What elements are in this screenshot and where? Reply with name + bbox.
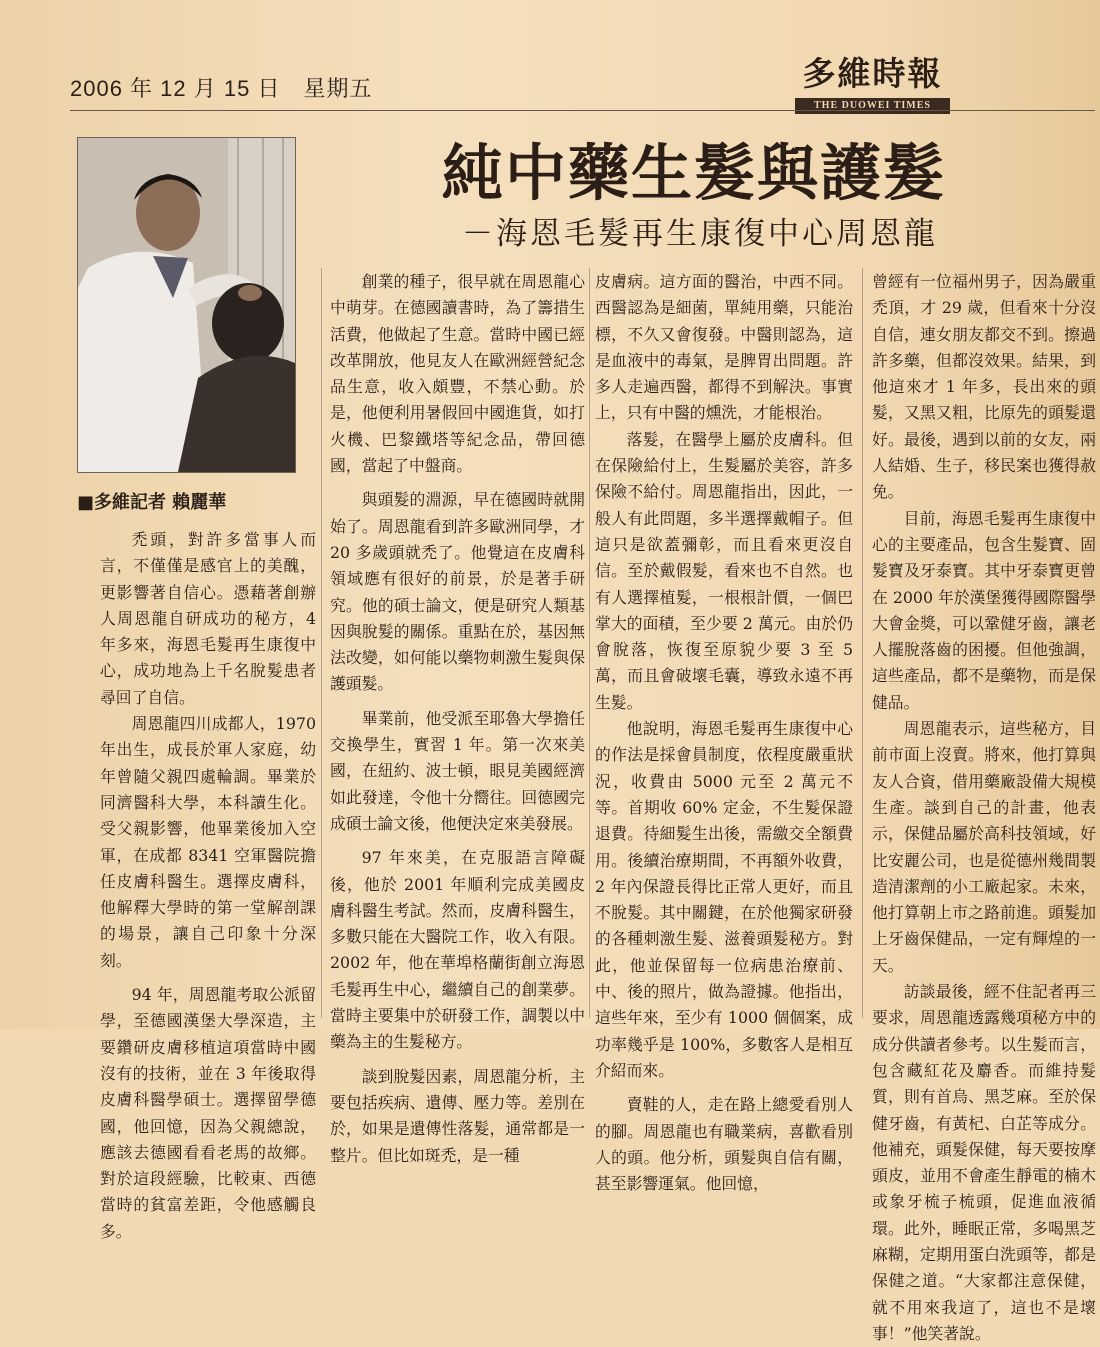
paragraph: 畢業前，他受派至耶魯大學擔任交換學生，實習 1 年。第一次來美國，在紐約、波士頓，眼見美國經濟如此發達，令他十分嚮往。回德國完成碩士論文後，他便決定來美發展。 xyxy=(330,708,585,833)
column-divider xyxy=(862,268,863,1018)
article-column-3 xyxy=(595,269,853,1197)
paragraph: 創業的種子，很早就在周恩龍心中萌芽。在德國讀書時，為了籌措生活費，他做起了生意。當時中國已經改革開放，他見友人在歐洲經營紀念品生意，收入頗豐，不禁心動。於是，他便利用暑假回中國進貨，如打火機、巴黎鐵塔等紀念品，帶回德國，當起了中盤商。 xyxy=(330,272,585,476)
masthead xyxy=(795,54,950,114)
paragraph: 周恩龍四川成都人，1970 年出生，成長於軍人家庭，幼年曾隨父親四處輪調。畢業於同濟醫科大學，本科讀生化。受父親影響，他畢業後加入空軍，在成都 8341 空軍醫院擔任皮膚科醫生。選擇皮膚科，他解釋大學時的第一堂解剖課的場景，讓自己印象十分深刻。 xyxy=(100,714,316,970)
article-column-4 xyxy=(872,269,1096,1347)
byline: ■多維記者 賴麗華 xyxy=(77,492,227,513)
issue-date: 2006 年 12 月 15 日 星期五 xyxy=(70,76,373,101)
paragraph: 落髮，在醫學上屬於皮膚科。但在保險給付上，生髮屬於美容，許多保險不給付。周恩龍指出，因此，一般人有此問題，多半選擇戴帽子。但這只是欲蓋彌彰，而且看來更沒自信。至於戴假髮，看來也不自然。也有人選擇植髮，一根根計價，一個巴掌大的面積，至少要 2 萬元。由於仍會脫落，恢復至原貌少要 3 至 5 萬，而且會破壞毛囊，導致永遠不再生髮。 xyxy=(595,429,853,712)
header-rule xyxy=(70,110,1095,111)
masthead-title: 多維時報 xyxy=(802,54,943,93)
paragraph: 94 年，周恩龍考取公派留學，至德國漢堡大學深造，主要鑽研皮膚移植這項當時中國沒有的技術，並在 3 年後取得皮膚科醫學碩士。選擇留學德國，他回憶，因為父親總說，應該去德國看看老馬的故鄉。對於這段經驗，比較東、西德當時的貧富差距，令他感觸良多。 xyxy=(100,985,316,1241)
paragraph: 禿頭，對許多當事人而言，不僅僅是感官上的美醜，更影響著自信心。憑藉著創辦人周恩龍自研成功的秘方，4 年多來，海恩毛髮再生康復中心，成功地為上千名脫髮患者尋回了自信。 xyxy=(100,530,316,707)
paragraph: 談到脫髮因素，周恩龍分析，主要包括疾病、遺傳、壓力等。差別在於，如果是遺傳性落髮，通常都是一整片。但比如斑禿，是一種 xyxy=(330,1066,585,1165)
column-divider xyxy=(589,268,590,1018)
article-photo xyxy=(77,137,296,473)
subheadline: －海恩毛髮再生康復中心周恩龍 xyxy=(462,216,938,252)
paragraph: 目前，海恩毛髮再生康復中心的主要產品，包含生髮寶、固髮寶及牙泰寶。其中牙泰寶更曾在 2000 年於漢堡獲得國際醫學大會金獎，可以鞏健牙齒，讓老人擺脫落齒的困擾。但他強調，這些產品，都不是藥物，而是保健品。 xyxy=(872,508,1097,712)
article-column-2 xyxy=(330,269,585,1169)
paragraph: 與頭髮的淵源，早在德國時就開始了。周恩龍看到許多歐洲同學，才 20 多歲頭就禿了。他覺這在皮膚科領域應有很好的前景，於是著手研究。他的碩士論文，便是研究人類基因與脫髮的關係。重點在於，基因無法改變，如何能以藥物刺激生髮與保護頭髮。 xyxy=(330,490,585,694)
paragraph: 皮膚病。這方面的醫治，中西不同。西醫認為是細菌，單純用藥，只能治標，不久又會復發。中醫則認為，這是血液中的毒氣，是脾胃出問題。許多人走遍西醫，都得不到解決。事實上，只有中醫的燻洗，才能根治。 xyxy=(595,272,853,423)
column-divider xyxy=(321,268,322,1018)
paragraph: 訪談最後，經不住記者再三要求，周恩龍透露幾項秘方中的成分供讀者參考。以生髮而言，包含藏紅花及麝香。而維持髮質，則有首烏、黑芝麻。至於保健牙齒，有黃杞、白芷等成分。他補充，頭髮保健，每天要按摩頭皮，並用不會產生靜電的楠木或象牙梳子梳頭，促進血液循環。此外，睡眠正常，多喝黑芝麻糊，定期用蛋白洗頭等，都是保健之道。“大家都注意保健，就不用來我這了，這也不是壞事！”他笑著說。 xyxy=(872,982,1096,1343)
paragraph: 他說明，海恩毛髮再生康復中心的作法是採會員制度，依程度嚴重狀況，收費由 5000 元至 2 萬元不等。首期收 60% 定金，不生髮保證退費。待細髮生出後，需繳交全額費用。後續治療期間，不再額外收費，2 年內保證長得比正常人更好，而且不脫髮。其中關鍵，在於他獨家研發的各種刺激生髮、滋養頭髮秘方。對此，他並保留每一位病患治療前、中、後的照片，做為證據。他指出，這些年來，至少有 1000 個個案，成功率幾乎是 100%，多數客人是相互介紹而來。 xyxy=(595,719,853,1080)
photo-doctor-treating-patient-icon xyxy=(78,138,295,472)
paragraph: 曾經有一位福州男子，因為嚴重禿頂，才 29 歲，但看來十分沒自信，連女朋友都交不到。擦過許多藥，但都沒效果。結果，到他這來才 1 年多，長出來的頭髮，又黑又粗，比原先的頭髮還好。最後，遇到以前的女友，兩人結婚、生子，移民案也獲得赦免。 xyxy=(872,272,1096,502)
paragraph: 周恩龍表示，這些秘方，目前市面上沒賣。將來，他打算與友人合資，借用藥廠設備大規模生產。談到自己的計畫，他表示，保健品屬於高科技領域，好比安麗公司，也是從德州幾間製造清潔劑的小工廠起家。未來，他打算朝上市之路前進。頭髮加上牙齒保健品，一定有輝煌的一天。 xyxy=(872,719,1096,975)
article-column-1 xyxy=(100,527,316,1245)
headline: 純中藥生髮與護髮 xyxy=(442,138,947,209)
paragraph: 賣鞋的人，走在路上總愛看別人的腳。周恩龍也有職業病，喜歡看別人的頭。他分析，頭髮與自信有關，甚至影響運氣。他回憶， xyxy=(595,1095,853,1194)
paragraph: 97 年來美，在克服語言障礙後，他於 2001 年順利完成美國皮膚科醫生考試。然而，皮膚科醫生，多數只能在大醫院工作，收入有限。2002 年，他在華埠格蘭街創立海恩毛髮再生中心，繼續自己的創業夢。當時主要集中於研發工作，調製以中藥為主的生髮秘方。 xyxy=(330,848,585,1052)
masthead-english: THE DUOWEI TIMES xyxy=(795,98,950,114)
